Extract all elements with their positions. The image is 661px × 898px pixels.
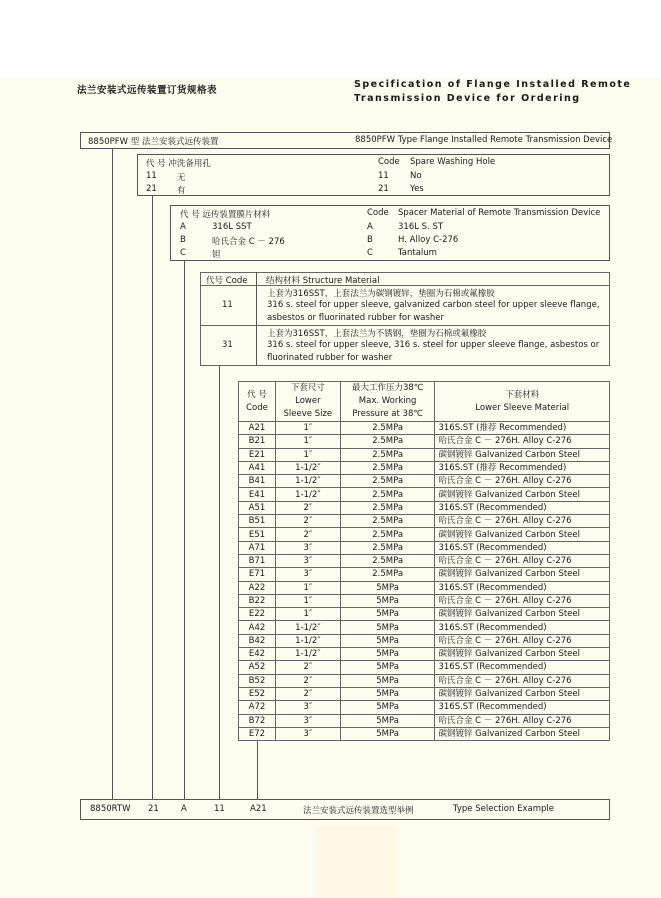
header-pressure: 最大工作压力38℃ Max. Working Pressure at 38℃ [340,382,435,422]
cell-size: 1″ [275,594,340,607]
table-body [239,422,610,741]
table-row [239,608,610,621]
spacer-option-code-en: C [367,248,373,258]
cell-size: 1″ [275,581,340,594]
spacer-option-cn: 316L SST [212,222,252,232]
cell-material: 哈氏合金 C － 276H. Alloy C-276 [435,714,610,727]
structure-header-title: 结构材料 Structure Material [266,276,380,286]
cell-material: 316S.ST (推荐 Recommended) [435,422,610,435]
cell-material: 316S.ST (Recommended) [435,701,610,714]
cell-code: A51 [239,501,276,514]
cell-size: 1-1/2″ [275,634,340,647]
table-row [239,661,610,674]
cell-size: 3″ [275,714,340,727]
cell-code: B42 [239,634,276,647]
structure-header-code: 代号 Code [206,276,248,286]
cell-size: 1-1/2″ [275,475,340,488]
cell-material: 316S.ST (Recommended) [435,501,610,514]
cell-material: 316S.ST (Recommended) [435,581,610,594]
cell-code: E71 [239,568,276,581]
cell-size: 2″ [275,661,340,674]
example-size-code: A21 [250,804,267,814]
cell-size: 1″ [275,422,340,435]
cell-size: 3″ [275,568,340,581]
cell-size: 3″ [275,541,340,554]
structure-cn: 上套为316SST，上套法兰为不锈钢，垫圈为石棉或氟橡胶 [267,329,487,339]
header-code: 代 号 Code [239,382,276,422]
cell-pressure: 5MPa [340,661,435,674]
cell-size: 3″ [275,554,340,567]
table-row [239,422,610,435]
spacer-option-code-en: B [367,235,373,245]
header-size: 下套尺寸 Lower Sleeve Size [275,382,340,422]
cell-pressure: 2.5MPa [340,422,435,435]
cell-material: 316S.ST (Recommended) [435,541,610,554]
cell-pressure: 2.5MPa [340,501,435,514]
washing-option-en: Yes [410,184,424,194]
cell-material: 碳钢镀锌 Galvanized Carbon Steel [435,448,610,461]
connector-line [152,196,153,799]
cell-material: 碳钢镀锌 Galvanized Carbon Steel [435,488,610,501]
model-row-cn: 8850PFW 型 法兰安装式远传装置 [88,137,219,147]
title-english-line2: Transmission Device for Ordering [354,93,581,104]
cell-material: 碳钢镀锌 Galvanized Carbon Steel [435,528,610,541]
washing-option-code-en: 21 [378,184,389,194]
table-row [239,634,610,647]
cell-size: 3″ [275,727,340,740]
cell-code: B22 [239,594,276,607]
cell-code: E42 [239,648,276,661]
washing-option-cn: 有 [177,186,186,196]
cell-code: B71 [239,554,276,567]
cell-material: 哈氏合金 C － 276H. Alloy C-276 [435,554,610,567]
cell-material: 哈氏合金 C － 276H. Alloy C-276 [435,515,610,528]
cell-code: B72 [239,714,276,727]
spacer-option-code: B [180,235,186,245]
cell-pressure: 5MPa [340,594,435,607]
structure-en-line1: 316 s. steel for upper sleeve, 316 s. steel for upper sleeve flange, asbestos or [267,340,600,350]
washing-option-en: No [410,171,422,181]
table-header-row [239,382,610,422]
cell-material: 碳钢镀锌 Galvanized Carbon Steel [435,568,610,581]
cell-material: 哈氏合金 C － 276H. Alloy C-276 [435,674,610,687]
cell-size: 2″ [275,674,340,687]
cell-size: 3″ [275,701,340,714]
table-row [239,568,610,581]
cell-size: 2″ [275,687,340,700]
cell-code: B41 [239,475,276,488]
washing-hole-header-code: Code [378,157,400,167]
spacer-option-code: C [180,248,186,258]
cell-pressure: 2.5MPa [340,568,435,581]
table-row [239,541,610,554]
cell-pressure: 5MPa [340,687,435,700]
cell-pressure: 5MPa [340,581,435,594]
washing-option-code-en: 11 [378,171,389,181]
spacer-option-en: 316L S. ST [398,222,444,232]
cell-code: A41 [239,461,276,474]
table-row [239,727,610,740]
cell-code: E51 [239,528,276,541]
spacer-option-cn: 钽 [212,250,221,260]
cell-code: E22 [239,608,276,621]
cell-pressure: 5MPa [340,634,435,647]
structure-en-line1: 316 s. steel for upper sleeve, galvanized carbon steel for upper sleeve flange, [267,300,600,310]
structure-header-row [200,272,610,286]
table-row [239,648,610,661]
table-row [239,714,610,727]
cell-pressure: 5MPa [340,608,435,621]
bottom-shade [316,826,396,898]
structure-code: 11 [222,300,233,310]
cell-code: A72 [239,701,276,714]
cell-pressure: 2.5MPa [340,435,435,448]
cell-size: 1″ [275,435,340,448]
cell-material: 哈氏合金 C － 276H. Alloy C-276 [435,435,610,448]
cell-size: 1-1/2″ [275,461,340,474]
cell-code: E21 [239,448,276,461]
cell-pressure: 5MPa [340,621,435,634]
title-chinese: 法兰安装式远传装置订货规格表 [77,85,218,96]
spacer-option-code: A [180,222,186,232]
cell-code: B21 [239,435,276,448]
washing-option-code: 21 [146,184,157,194]
cell-code: A42 [239,621,276,634]
cell-material: 碳钢镀锌 Galvanized Carbon Steel [435,608,610,621]
cell-pressure: 2.5MPa [340,461,435,474]
structure-code: 31 [222,340,233,350]
table-row [239,674,610,687]
cell-pressure: 2.5MPa [340,554,435,567]
spacer-header-en: Spacer Material of Remote Transmission Device [398,208,601,218]
cell-code: A71 [239,541,276,554]
cell-pressure: 2.5MPa [340,475,435,488]
spacer-option-en: H. Alloy C-276 [398,235,459,245]
washing-option-cn: 无 [177,173,186,183]
cell-material: 316S.ST (Recommended) [435,661,610,674]
lower-sleeve-table [238,381,610,741]
cell-material: 哈氏合金 C － 276H. Alloy C-276 [435,594,610,607]
example-structure-code: 11 [214,804,225,814]
table-row [239,528,610,541]
cell-pressure: 2.5MPa [340,448,435,461]
example-caption-cn: 法兰安装式远传装置选型举例 [303,806,414,816]
cell-pressure: 2.5MPa [340,515,435,528]
cell-code: E52 [239,687,276,700]
cell-pressure: 5MPa [340,714,435,727]
cell-code: E41 [239,488,276,501]
cell-size: 2″ [275,528,340,541]
cell-size: 1″ [275,448,340,461]
cell-pressure: 2.5MPa [340,528,435,541]
washing-hole-header-cn: 代 号 冲洗备用孔 [146,159,211,169]
spacer-option-en: Tantalum [398,248,437,258]
title-english-line1: Specification of Flange Installed Remote [354,79,632,90]
connector-line [219,366,220,799]
cell-pressure: 5MPa [340,648,435,661]
table-row [239,475,610,488]
cell-code: B52 [239,674,276,687]
cell-code: A52 [239,661,276,674]
example-model: 8850RTW [90,804,131,814]
table-row [239,435,610,448]
table-row [239,701,610,714]
example-caption-en: Type Selection Example [453,804,554,814]
cell-size: 1-1/2″ [275,488,340,501]
cell-code: B51 [239,515,276,528]
cell-pressure: 5MPa [340,674,435,687]
spacer-option-code-en: A [367,222,373,232]
structure-en-line2: asbestos or fluorinated rubber for washer [267,313,444,323]
cell-code: E72 [239,727,276,740]
header-material: 下套材料 Lower Sleeve Material [435,382,610,422]
table-row [239,515,610,528]
table-row [239,621,610,634]
spacer-header-code: Code [367,208,389,218]
connector-line [257,741,258,799]
cell-material: 316S.ST (Recommended) [435,621,610,634]
cell-code: A22 [239,581,276,594]
cell-code: A21 [239,422,276,435]
cell-material: 碳钢镀锌 Galvanized Carbon Steel [435,727,610,740]
table-row [239,594,610,607]
cell-size: 2″ [275,515,340,528]
table-row [239,488,610,501]
cell-pressure: 5MPa [340,701,435,714]
cell-size: 1-1/2″ [275,621,340,634]
cell-pressure: 2.5MPa [340,541,435,554]
example-spacer-code: A [181,804,187,814]
spacer-option-cn: 哈氏合金 C － 276 [212,237,285,247]
table-row [239,501,610,514]
cell-material: 碳钢镀锌 Galvanized Carbon Steel [435,687,610,700]
cell-material: 316S.ST (推荐 Recommended) [435,461,610,474]
table-row [239,461,610,474]
washing-option-code: 11 [146,171,157,181]
connector-line [112,149,113,799]
cell-pressure: 2.5MPa [340,488,435,501]
table-row [239,448,610,461]
cell-pressure: 5MPa [340,727,435,740]
table-row [239,554,610,567]
cell-size: 2″ [275,501,340,514]
structure-en-line2: fluorinated rubber for washer [267,353,393,363]
connector-line [184,261,185,799]
spacer-header-cn: 代 号 远传装置膜片材料 [180,210,271,220]
model-row-en: 8850PFW Type Flange Installed Remote Transmission Device [355,135,613,145]
table-row [239,687,610,700]
cell-material: 哈氏合金 C － 276H. Alloy C-276 [435,475,610,488]
example-washing-code: 21 [148,804,159,814]
cell-material: 哈氏合金 C － 276H. Alloy C-276 [435,634,610,647]
cell-size: 1-1/2″ [275,648,340,661]
structure-cn: 上套为316SST，上套法兰为碳钢镀锌，垫圈为石棉或氟橡胶 [267,289,495,299]
cell-size: 1″ [275,608,340,621]
cell-material: 碳钢镀锌 Galvanized Carbon Steel [435,648,610,661]
table-row [239,581,610,594]
washing-hole-header-en: Spare Washing Hole [410,157,496,167]
